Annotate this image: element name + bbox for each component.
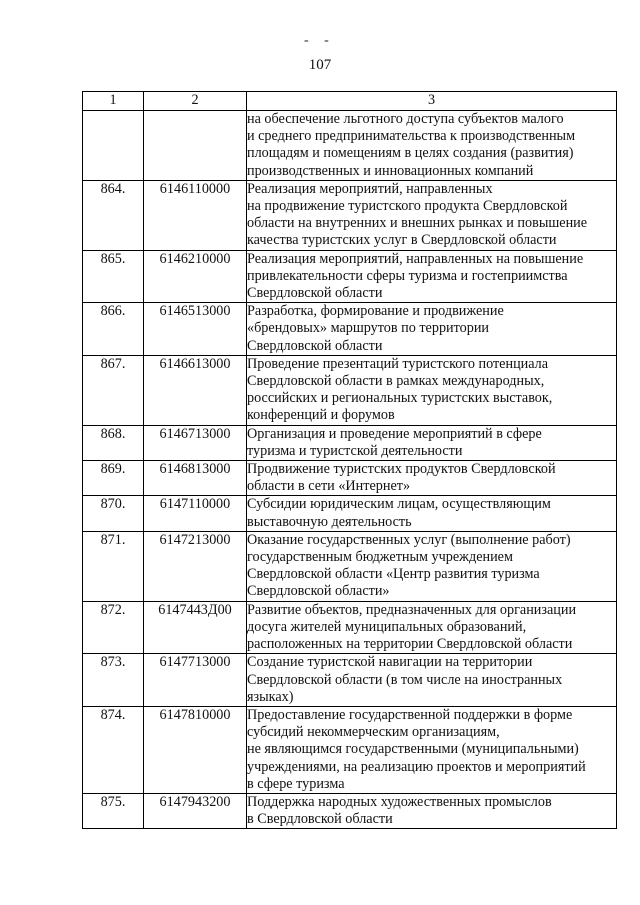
description-line: области в сети «Интернет»	[247, 478, 411, 495]
description-line: Свердловской области в рамках международных,	[247, 373, 545, 390]
description-line: площадям и помещениям в целях создания (развития)	[247, 145, 574, 162]
description-line: производственных и инновационных компаний	[247, 162, 534, 179]
table-row	[83, 180, 617, 250]
table-row	[83, 111, 617, 181]
row-number: 864.	[83, 180, 144, 250]
description-line: Создание туристской навигации на территории	[247, 654, 533, 671]
row-code: 6146513000	[144, 303, 247, 356]
description-line: Свердловской области	[247, 337, 383, 354]
row-number	[83, 111, 144, 181]
table-row	[83, 461, 617, 496]
row-number: 872.	[83, 601, 144, 654]
row-description	[247, 461, 617, 496]
row-number: 869.	[83, 461, 144, 496]
row-description	[247, 654, 617, 707]
row-code: 6147810000	[144, 706, 247, 793]
scan-mark: - -	[304, 33, 335, 48]
description-line: Поддержка народных художественных промыслов	[247, 793, 552, 810]
row-number: 868.	[83, 425, 144, 460]
table-row	[83, 425, 617, 460]
table-row	[83, 303, 617, 356]
row-number: 871.	[83, 531, 144, 601]
table-row	[83, 496, 617, 531]
row-code: 6147443Д00	[144, 601, 247, 654]
table-row	[83, 601, 617, 654]
description-line: и среднего предпринимательства к производственным	[247, 128, 576, 145]
description-line: на продвижение туристского продукта Свердловской	[247, 198, 568, 215]
description-line: выставочную деятельность	[247, 513, 412, 530]
description-line: привлекательности сферы туризма и гостеприимства	[247, 267, 568, 284]
description-line: Реализация мероприятий, направленных на повышение	[247, 250, 584, 267]
row-description	[247, 531, 617, 601]
description-line: Продвижение туристских продуктов Свердловской	[247, 461, 556, 478]
description-line: Субсидии юридическим лицам, осуществляющим	[247, 496, 551, 513]
row-number: 870.	[83, 496, 144, 531]
table-row	[83, 531, 617, 601]
column-header-3: 3	[247, 92, 617, 111]
description-line: области на внутренних и внешних рынках и повышение	[247, 215, 588, 232]
row-description	[247, 601, 617, 654]
column-header-1: 1	[83, 92, 144, 111]
row-number: 873.	[83, 654, 144, 707]
description-line: Реализация мероприятий, направленных	[247, 180, 493, 197]
description-line: Оказание государственных услуг (выполнение работ)	[247, 531, 571, 548]
page-number: 107	[308, 57, 332, 73]
description-line: качества туристских услуг в Свердловской области	[247, 232, 557, 249]
description-line: туризма и туристской деятельности	[247, 442, 463, 459]
row-description	[247, 111, 617, 181]
table-header-row	[83, 92, 617, 111]
description-line: Предоставление государственной поддержки в форме	[247, 706, 573, 723]
row-description	[247, 496, 617, 531]
row-code: 6147110000	[144, 496, 247, 531]
description-line: Свердловской области	[247, 285, 383, 302]
description-line: Разработка, формирование и продвижение	[247, 303, 504, 320]
row-code: 6146813000	[144, 461, 247, 496]
table-row	[83, 654, 617, 707]
description-line: Организация и проведение мероприятий в сфере	[247, 425, 542, 442]
description-line: конференций и форумов	[247, 407, 395, 424]
row-code: 6146713000	[144, 425, 247, 460]
description-line: не являющимся государственными (муниципальными)	[247, 741, 579, 758]
description-line: Проведение презентаций туристского потенциала	[247, 355, 549, 372]
description-line: субсидий некоммерческим организациям,	[247, 724, 500, 741]
description-line: досуга жителей муниципальных образований,	[247, 618, 527, 635]
row-description	[247, 180, 617, 250]
description-line: в Свердловской области	[247, 811, 393, 828]
row-description	[247, 793, 617, 828]
classification-table	[82, 91, 617, 829]
row-code: 6146210000	[144, 250, 247, 303]
row-code: 6147213000	[144, 531, 247, 601]
table-row	[83, 355, 617, 425]
row-description	[247, 250, 617, 303]
row-description	[247, 303, 617, 356]
row-code: 6147943200	[144, 793, 247, 828]
row-description	[247, 706, 617, 793]
row-description	[247, 355, 617, 425]
description-line: Свердловской области «Центр развития туризма	[247, 566, 540, 583]
row-code: 6146613000	[144, 355, 247, 425]
table-row	[83, 706, 617, 793]
row-number: 874.	[83, 706, 144, 793]
row-code: 6147713000	[144, 654, 247, 707]
row-description	[247, 425, 617, 460]
description-line: учреждениями, на реализацию проектов и мероприятий	[247, 758, 586, 775]
row-code	[144, 111, 247, 181]
description-line: на обеспечение льготного доступа субъектов малого	[247, 111, 564, 127]
description-line: «брендовых» маршрутов по территории	[247, 320, 490, 337]
description-line: расположенных на территории Свердловской области	[247, 636, 573, 653]
description-line: Свердловской области»	[247, 583, 390, 600]
row-number: 875.	[83, 793, 144, 828]
table-row	[83, 250, 617, 303]
description-line: Свердловской области (в том числе на иностранных	[247, 671, 563, 688]
description-line: в сфере туризма	[247, 775, 345, 792]
description-line: российских и региональных туристских выставок,	[247, 390, 553, 407]
row-number: 865.	[83, 250, 144, 303]
description-line: государственным бюджетным учреждением	[247, 549, 513, 566]
description-line: Развитие объектов, предназначенных для организации	[247, 601, 577, 618]
table-row	[83, 793, 617, 828]
description-line: языках)	[247, 688, 294, 705]
row-number: 866.	[83, 303, 144, 356]
row-number: 867.	[83, 355, 144, 425]
table-body	[83, 111, 617, 829]
column-header-2: 2	[144, 92, 247, 111]
row-code: 6146110000	[144, 180, 247, 250]
